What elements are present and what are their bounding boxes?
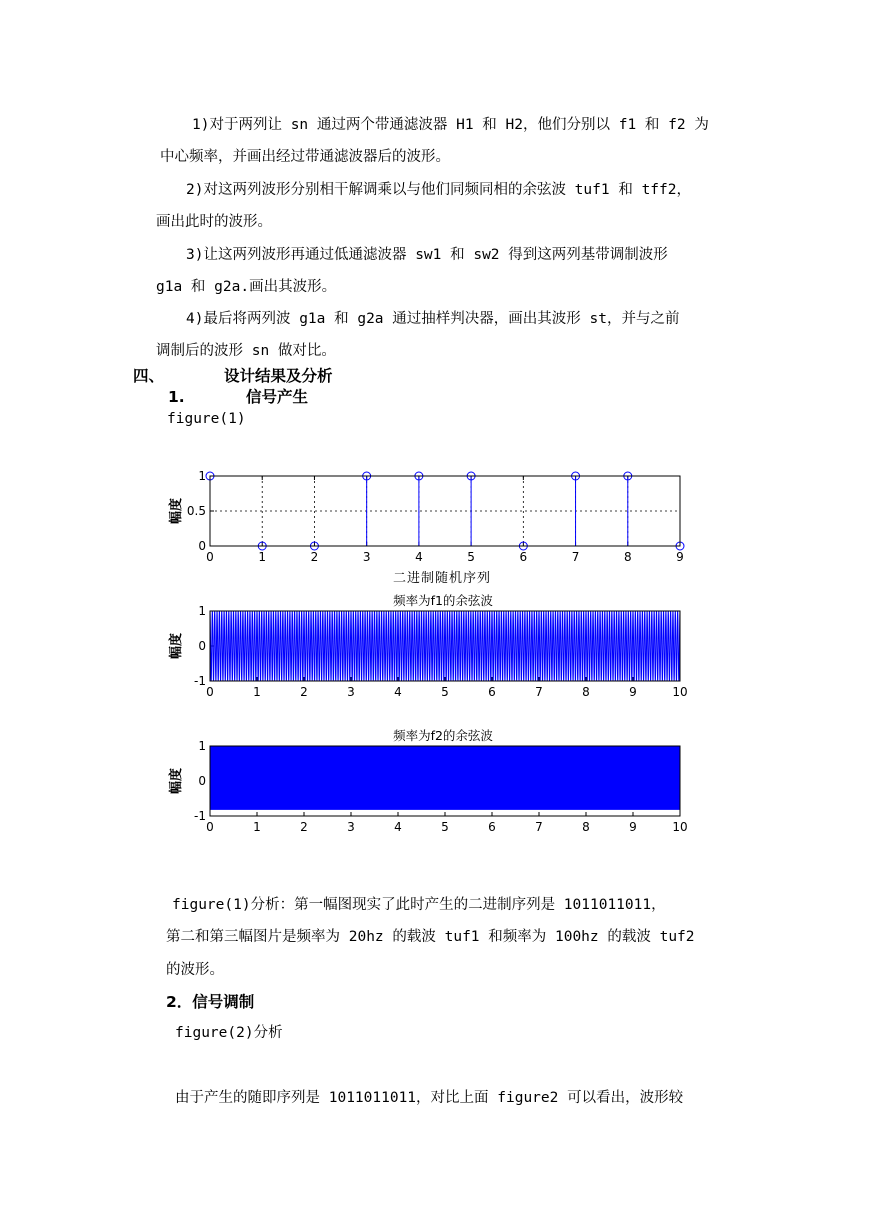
x-tick-label: 8 (582, 820, 590, 834)
cosine-wave (210, 611, 680, 681)
paragraph-2-line-2: 画出此时的波形。 (156, 214, 272, 230)
x-tick-label: 2 (300, 820, 308, 834)
subsection-2-heading: 2．信号调制 (166, 993, 255, 1011)
x-tick-label: 1 (258, 550, 267, 564)
x-tick-label: 8 (582, 685, 590, 699)
plot-cosine-f1 (168, 593, 688, 699)
analysis-line-1: figure(1)分析：第一幅图现实了此时产生的二进制序列是 1011011011， (172, 897, 666, 913)
paragraph-2-line-1: 2)对这两列波形分别相干解调乘以与他们同频同相的余弦波 tuf1 和 tff2， (186, 182, 691, 198)
x-tick-label: 7 (571, 550, 580, 564)
x-tick-label: 4 (394, 685, 402, 699)
section-number: 四、 (133, 367, 165, 385)
x-tick-label: 5 (467, 550, 475, 564)
figure-2-label: figure(2)分析 (175, 1025, 283, 1041)
y-tick-label: 1 (198, 469, 206, 483)
chart-title: 频率为f1的余弦波 (393, 593, 493, 608)
section-title: 设计结果及分析 (224, 367, 333, 385)
x-tick-label: 6 (488, 685, 496, 699)
x-tick-label: 8 (623, 550, 632, 564)
y-tick-label: 0 (198, 539, 206, 553)
paragraph-3-line-1: 3)让这两列波形再通过低通滤波器 sw1 和 sw2 得到这两列基带调制波形 (186, 247, 668, 263)
x-tick-label: 6 (519, 550, 528, 564)
x-tick-label: 2 (300, 685, 308, 699)
x-tick-label: 0 (206, 550, 214, 564)
x-tick-label: 7 (535, 820, 543, 834)
x-tick-label: 5 (441, 820, 449, 834)
chart-title: 频率为f2的余弦波 (393, 728, 493, 743)
x-tick-label: 9 (629, 820, 637, 834)
paragraph-1-line-2: 中心频率，并画出经过带通滤波器后的波形。 (160, 149, 450, 165)
paragraph-3-line-2: g1a 和 g2a.画出其波形。 (156, 279, 337, 295)
y-axis-label: 幅度 (169, 632, 184, 660)
paragraph-1-line-1: 1)对于两列让 sn 通过两个带通滤波器 H1 和 H2，他们分别以 f1 和 f2 为 (192, 117, 709, 133)
x-tick-label: 6 (488, 820, 496, 834)
x-tick-label: 10 (672, 820, 688, 834)
y-tick-label: 0.5 (186, 504, 206, 518)
y-tick-label: -1 (194, 809, 206, 823)
x-tick-label: 4 (415, 550, 423, 564)
y-tick-label: 1 (198, 739, 206, 753)
y-axis-label: 幅度 (169, 767, 184, 795)
x-tick-label: 5 (441, 685, 449, 699)
y-tick-label: 0 (198, 774, 206, 788)
x-tick-label: 9 (629, 685, 637, 699)
x-tick-label: 10 (672, 685, 688, 699)
x-tick-label: 0 (206, 820, 214, 834)
y-tick-label: -1 (194, 674, 206, 688)
plot-cosine-f2 (168, 728, 688, 834)
analysis-line-3: 的波形。 (166, 962, 224, 978)
x-axis-label: 二进制随机序列 (392, 571, 492, 586)
y-tick-label: 0 (198, 639, 206, 653)
cosine-wave (210, 746, 680, 809)
plot-binary-sequence (168, 469, 684, 586)
paragraph-4-line-2: 调制后的波形 sn 做对比。 (156, 343, 336, 359)
x-tick-label: 3 (362, 550, 371, 564)
y-axis-label: 幅度 (169, 497, 184, 525)
x-tick-label: 9 (676, 550, 684, 564)
x-tick-label: 4 (394, 820, 402, 834)
analysis-line-4: 由于产生的随即序列是 1011011011，对比上面 figure2 可以看出，波形较 (175, 1090, 684, 1106)
x-tick-label: 0 (206, 685, 214, 699)
x-tick-label: 1 (253, 685, 261, 699)
x-tick-label: 1 (253, 820, 261, 834)
paragraph-4-line-1: 4)最后将两列波 g1a 和 g2a 通过抽样判决器，画出其波形 st，并与之前 (186, 311, 680, 327)
x-tick-label: 7 (535, 685, 543, 699)
y-tick-label: 1 (198, 604, 206, 618)
analysis-line-2: 第二和第三幅图片是频率为 20hz 的载波 tuf1 和频率为 100hz 的载波 tuf2 (166, 929, 695, 945)
x-tick-label: 2 (310, 550, 319, 564)
x-tick-label: 3 (347, 685, 355, 699)
subsection-1-title: 信号产生 (246, 388, 309, 406)
subsection-1-number: 1. (168, 388, 185, 406)
x-tick-label: 3 (347, 820, 355, 834)
figure-1-label: figure(1) (167, 411, 246, 427)
